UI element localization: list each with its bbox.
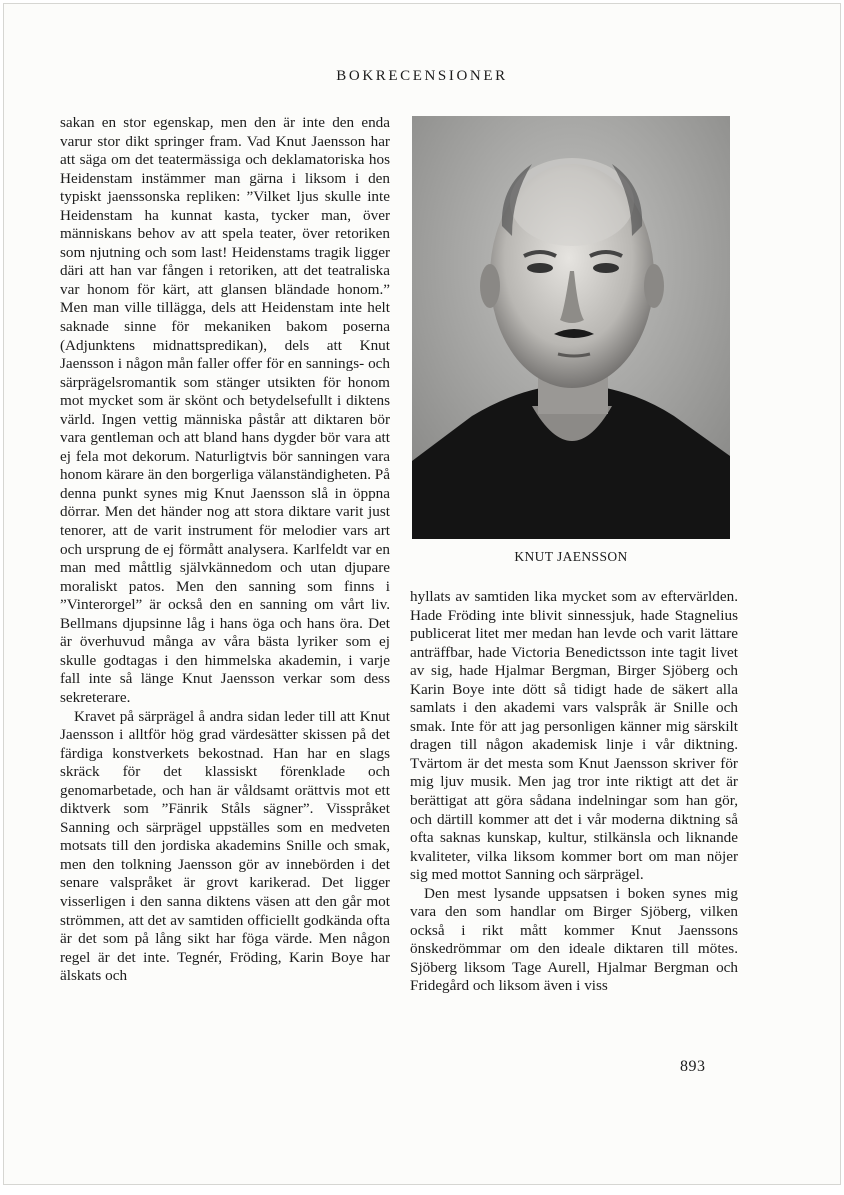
book-page [3, 3, 841, 1185]
page-number: 893 [680, 1058, 706, 1075]
running-header: BOKRECENSIONER [336, 68, 508, 84]
portrait-illustration [412, 116, 730, 539]
author-portrait-photo [412, 116, 730, 539]
photo-caption: KNUT JAENSSON [514, 549, 628, 564]
left-text-column [60, 114, 390, 986]
paragraph: Kravet på särprägel å andra sidan leder till att Knut Jaensson i alltför hög grad värdesätter skissen på det färdiga konstverkets bekostnad. Han har en slags skräck för det klassiskt förenklade och genomarbetade, och han är våldsamt orättvis mot ett diktverk som ”Fänrik Ståls sägner”. Visspråket Sanning och särprägel uppställes som en medveten motsats till den jordiska akademins Snille och smak, men den tolkning Jaensson gör av innebörden i det senare valspråket är grovt karikerad. Det ligger visserligen i den sanna diktens väsen att den går mot strömmen, att det av samtiden officiellt godkända ofta är det som på lång sikt har föga värde. Men någon regel är det inte. Tegnér, Fröding, Karin Boye har älskats och [60, 707, 390, 985]
paragraph: sakan en stor egenskap, men den är inte den enda varur stor dikt springer fram. Vad Knut Jaensson har att säga om det teatermässiga och deklamatoriska hos Heidenstam instämmer man gärna i liksom i den typiskt jaenssonska repliken: ”Vilket ljus skulle inte Heidenstam ha kunnat kasta, tycker man, över människans behov av att spela teater, över retoriken som njutning och som last! Heidenstams tragik ligger däri att han var fången i retoriken, att det teatraliska var honom för kärt, att glansen bländade honom.” Men man ville tillägga, dels att Heidenstam inte helt saknade sinne för mekaniken bakom poserna (Adjunktens midnattspredikan), dels att Knut Jaensson i någon mån faller offer för en sannings- och särprägelsromantik som stänger utsikten för honom mot mycket som är skönt och betydelsefullt i diktens värld. Ingen vettig människa påstår att diktaren bör vara gentleman och att bland hans dygder bör vara att ej fela mot dekorum. Naturligtvis bör sanningen vara honom kärare än den borgerliga välanständigheten. På denna punkt synes mig Knut Jaensson slå in öppna dörrar. Men det händer nog att stora diktare varit just tenorer, att de varit instrument för melodier vars art och ursprung de ej förmått analysera. Karlfeldt var en man med måttlig självkännedom och utan djupare moraliskt patos. Men den sanning som finns i ”Vinterorgel” är också den en sanning om vårt liv. Bellmans djupsinne låg i hans öga och hans öra. Det är överhuvud många av våra bästa lyriker som ej skulle godtagas i den himmelska akademin, i varje fall inte så länge Knut Jaensson verkar som dess sekreterare. [60, 114, 390, 706]
right-text-column [410, 588, 738, 996]
paragraph: hyllats av samtiden lika mycket som av eftervärlden. Hade Fröding inte blivit sinnessjuk, hade Stagnelius publicerat litet mer medan han levde och varit lättare anträffbar, hade Victoria Benedictsson inte tagit livet av sig, hade Hjalmar Bergman, Birger Sjöberg och Karin Boye inte dött så tidigt hade de säkert alla samlats i den akademi vars valspråk är Snille och smak. Inte för att jag personligen känner mig särskilt dragen till någon akademisk linje i vår diktning. Tvärtom är det mesta som Knut Jaensson skriver för mig ljuv musik. Men jag tror inte riktigt att det är berättigat att göra sådana indelningar som han gör, och därtill kommer att det i vår moderna diktning så ofta saknas kunskap, kultur, stilkänsla och liknande kvaliteter, vilka liksom kommer bort om man nöjer sig med mottot Sanning och särprägel. [410, 588, 738, 884]
paragraph: Den mest lysande uppsatsen i boken synes mig vara den som handlar om Birger Sjöberg, vilken också i rikt mått kommer Knut Jaenssons önskedrömmar om den ideale diktaren till mötes. Sjöberg liksom Tage Aurell, Hjalmar Bergman och Fridegård och liksom även i viss [410, 884, 738, 995]
